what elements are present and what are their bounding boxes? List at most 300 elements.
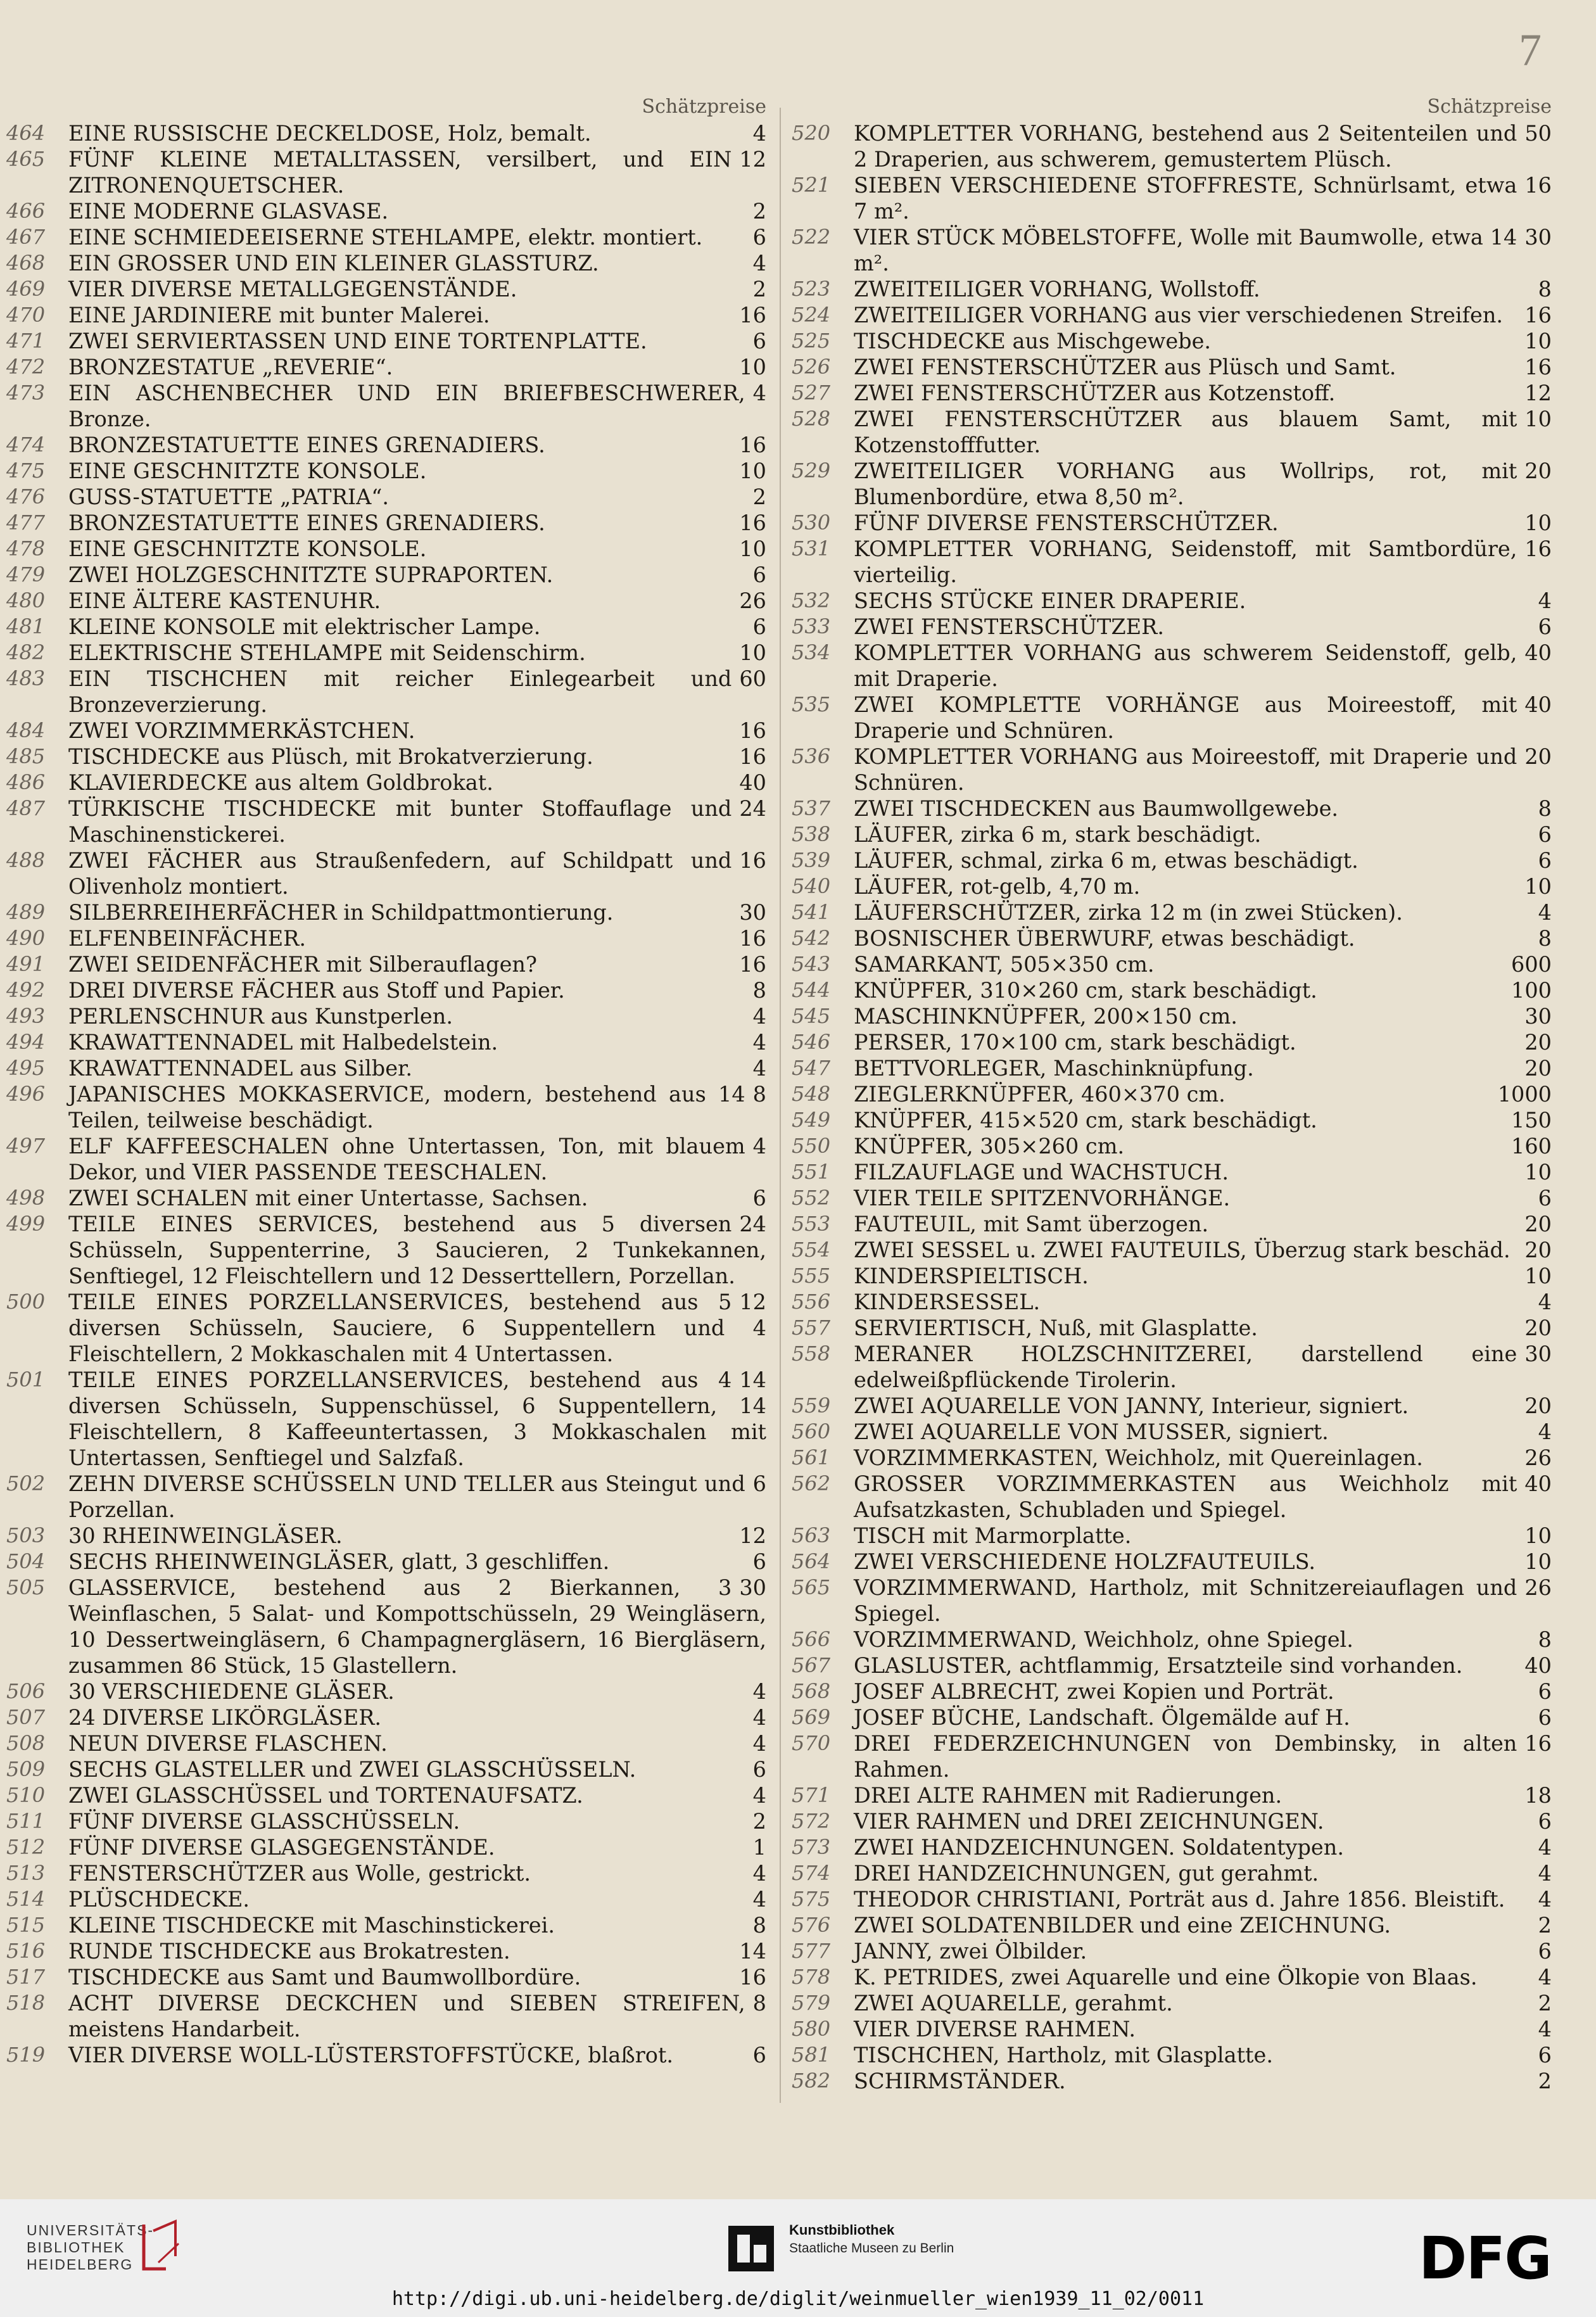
lot-description: FILZAUFLAGE und WACHSTUCH.: [854, 1160, 1229, 1184]
lot-description-block: [68, 562, 766, 588]
lot-description: GUSS-STATUETTE „PATRIA“.: [68, 485, 390, 509]
estimate-price: 12: [1524, 381, 1552, 405]
lot-number: 569: [792, 1705, 831, 1729]
catalog-entry: [792, 1263, 1552, 1289]
lot-number: 512: [6, 1835, 46, 1859]
catalog-entry: [792, 1185, 1552, 1211]
lot-description: DREI FEDERZEICHNUNGEN von Dembinsky, in alten Rahmen.: [854, 1731, 1517, 1782]
lot-description-block: [854, 1912, 1552, 1938]
catalog-entry: [792, 354, 1552, 380]
lot-description-block: [854, 1679, 1552, 1704]
lot-description-block: [854, 822, 1552, 847]
lot-number: 494: [6, 1030, 46, 1054]
estimate-price: 6: [752, 1757, 766, 1782]
lot-description-block: [854, 510, 1552, 536]
lot-description-block: [68, 458, 766, 484]
catalog-entry: [6, 1133, 766, 1185]
catalog-entry: [792, 822, 1552, 847]
estimate-price: 26: [1524, 1445, 1552, 1470]
estimate-price: 10: [739, 459, 766, 483]
catalog-entry: [792, 1782, 1552, 1808]
lot-description-block: [854, 2016, 1552, 2042]
estimate-price: 2: [1538, 1991, 1552, 2015]
estimate-price: 8: [752, 1913, 766, 1938]
lot-number: 521: [792, 173, 831, 197]
lot-description-block: [854, 1990, 1552, 2016]
lot-description-block: [854, 1159, 1552, 1185]
catalog-entry: [792, 2016, 1552, 2042]
estimate-price: 12: [739, 1290, 766, 1314]
right-column: [792, 94, 1552, 2094]
lot-description: ZWEI SEIDENFÄCHER mit Silberauflagen?: [68, 952, 537, 977]
catalog-entry: [6, 977, 766, 1003]
lot-number: 482: [6, 640, 46, 664]
lot-description: KLAVIERDECKE aus altem Goldbrokat.: [68, 770, 493, 795]
lot-description: 24 DIVERSE LIKÖRGLÄSER.: [68, 1705, 382, 1730]
lot-description-block: [68, 536, 766, 562]
lot-description-block: [854, 328, 1552, 354]
lot-description: ZWEI VORZIMMERKÄSTCHEN.: [68, 718, 415, 743]
lot-description: ZWEI FENSTERSCHÜTZER aus Plüsch und Samt.: [854, 355, 1396, 379]
lot-description-block: [854, 1237, 1552, 1263]
estimate-price: 6: [1538, 1705, 1552, 1730]
lot-number: 503: [6, 1523, 46, 1547]
estimate-price: 60: [739, 666, 766, 691]
lot-description: VIER DIVERSE RAHMEN.: [854, 2017, 1136, 2041]
lot-description: ZWEI HANDZEICHNUNGEN. Soldatentypen.: [854, 1835, 1344, 1860]
lot-number: 544: [792, 978, 831, 1002]
lot-number: 531: [792, 536, 831, 561]
lot-description-block: [68, 1860, 766, 1886]
lot-number: 581: [792, 2043, 831, 2067]
lot-number: 478: [6, 536, 46, 561]
estimate-price: 4: [752, 381, 766, 405]
lot-description: GLASLUSTER, achtflammig, Ersatzteile sind vorhanden.: [854, 1653, 1463, 1678]
lot-number: 575: [792, 1887, 831, 1911]
estimate-price: 18: [1524, 1783, 1552, 1808]
lot-description-block: [854, 458, 1552, 510]
lot-description-block: [68, 847, 766, 899]
lot-description-block: [854, 1341, 1552, 1393]
lot-number: 550: [792, 1134, 831, 1158]
kunstbibliothek-subtitle: Staatliche Museen zu Berlin: [789, 2241, 954, 2256]
lot-description: KLEINE KONSOLE mit elektrischer Lampe.: [68, 614, 541, 639]
estimate-price: 10: [1524, 1549, 1552, 1574]
catalog-entry: [792, 925, 1552, 951]
lot-number: 507: [6, 1705, 46, 1729]
lot-number: 547: [792, 1056, 831, 1080]
estimate-price: 8: [752, 1991, 766, 2015]
catalog-entry: [792, 1627, 1552, 1653]
footer-bar: [0, 2199, 1596, 2317]
catalog-entry: [6, 1003, 766, 1029]
lot-description: 30 RHEINWEINGLÄSER.: [68, 1523, 343, 1548]
lot-description: ZWEI SERVIERTASSEN UND EINE TORTENPLATTE.: [68, 329, 647, 353]
estimate-price: 4: [752, 1705, 766, 1730]
lot-description: FENSTERSCHÜTZER aus Wolle, gestrickt.: [68, 1861, 531, 1886]
lot-description-block: [854, 1886, 1552, 1912]
catalog-entry: [6, 951, 766, 977]
lot-description: BRONZESTATUETTE EINES GRENADIERS.: [68, 511, 545, 535]
lot-number: 525: [792, 329, 831, 353]
lot-description: ZWEITEILIGER VORHANG aus Wollrips, rot, mit Blumenbordüre, etwa 8,50 m².: [854, 459, 1517, 509]
estimate-price: 8: [1538, 926, 1552, 951]
lot-description: FAUTEUIL, mit Samt überzogen.: [854, 1212, 1209, 1236]
university-library-logo[interactable]: [27, 2222, 154, 2273]
lot-description-block: [854, 925, 1552, 951]
lot-description: BOSNISCHER ÜBERWURF, etwas beschädigt.: [854, 926, 1355, 951]
catalog-entry: [792, 1653, 1552, 1679]
lot-number: 536: [792, 744, 831, 768]
lot-description-block: [68, 640, 766, 666]
estimate-price: 2: [1538, 2069, 1552, 2093]
lot-description: TISCHDECKE aus Samt und Baumwollbordüre.: [68, 1965, 581, 1990]
lot-number: 567: [792, 1653, 831, 1677]
catalog-entry: [792, 1055, 1552, 1081]
catalog-entry: [6, 796, 766, 847]
lot-number: 502: [6, 1471, 46, 1495]
catalog-entry: [6, 1367, 766, 1471]
estimate-price: 20: [1524, 1212, 1552, 1236]
catalog-entry: [792, 120, 1552, 172]
catalog-entry: [792, 1133, 1552, 1159]
lot-description: KRAWATTENNADEL aus Silber.: [68, 1056, 413, 1081]
lot-description-block: [68, 1756, 766, 1782]
catalog-entry: [792, 796, 1552, 822]
catalog-entry: [792, 1081, 1552, 1107]
lot-description-block: [68, 198, 766, 224]
estimate-price: 20: [1524, 1316, 1552, 1340]
lot-number: 574: [792, 1861, 831, 1885]
column-header: Schätzpreise: [1427, 96, 1552, 118]
lot-number: 532: [792, 588, 831, 613]
catalog-entry: [792, 1289, 1552, 1315]
lot-number: 534: [792, 640, 831, 664]
estimate-price: 2: [752, 199, 766, 224]
estimate-price: 24: [739, 1212, 766, 1236]
catalog-entry: [6, 458, 766, 484]
lot-description-block: [68, 380, 766, 432]
lot-description-block: [854, 951, 1552, 977]
lot-number: 557: [792, 1316, 831, 1340]
lot-description: SCHIRMSTÄNDER.: [854, 2069, 1066, 2093]
catalog-entry: [6, 1808, 766, 1834]
lot-description: EIN TISCHCHEN mit reicher Einlegearbeit und Bronzeverzierung.: [68, 666, 732, 717]
lot-number: 519: [6, 2043, 46, 2067]
estimate-price: 4: [752, 1056, 766, 1081]
lot-description-block: [68, 1367, 766, 1471]
lot-description-block: [854, 977, 1552, 1003]
estimate-price: 40: [1524, 1653, 1552, 1678]
lot-number: 533: [792, 614, 831, 638]
estimate-price: 4: [1538, 588, 1552, 613]
lot-description-block: [68, 614, 766, 640]
lot-number: 493: [6, 1004, 46, 1028]
estimate-price: 8: [752, 1082, 766, 1107]
lot-description-block: [68, 1938, 766, 1964]
lot-number: 551: [792, 1160, 831, 1184]
catalog-entry: [792, 1549, 1552, 1575]
lot-description-block: [854, 1938, 1552, 1964]
catalog-entry: [6, 224, 766, 250]
lot-description-block: [68, 1730, 766, 1756]
estimate-price: 10: [1524, 1264, 1552, 1288]
lot-description: EINE GESCHNITZTE KONSOLE.: [68, 459, 427, 483]
lot-number: 561: [792, 1445, 831, 1470]
lot-description: ZWEITEILIGER VORHANG, Wollstoff.: [854, 277, 1260, 302]
lot-description-block: [68, 354, 766, 380]
catalog-entry: [792, 1912, 1552, 1938]
lot-number: 579: [792, 1991, 831, 2015]
catalog-entry: [6, 1834, 766, 1860]
estimate-price: 10: [1524, 1523, 1552, 1548]
lot-description: VIER DIVERSE WOLL-LÜSTERSTOFFSTÜCKE, blaßrot.: [68, 2043, 674, 2067]
lot-number: 506: [6, 1679, 46, 1703]
catalog-entry: [6, 1575, 766, 1679]
lot-number: 470: [6, 303, 46, 327]
estimate-price: 4: [1538, 1419, 1552, 1444]
lot-description-block: [68, 1912, 766, 1938]
lot-number: 555: [792, 1264, 831, 1288]
uni-logo-line: HEIDELBERG: [27, 2256, 134, 2273]
estimate-price: 6: [752, 329, 766, 353]
lot-description-block: [68, 302, 766, 328]
catalog-entry: [6, 2042, 766, 2068]
catalog-entry: [6, 484, 766, 510]
lot-description-block: [68, 796, 766, 847]
lot-description-block: [854, 224, 1552, 276]
lot-description: LÄUFER, zirka 6 m, stark beschädigt.: [854, 822, 1262, 847]
catalog-entry: [792, 1964, 1552, 1990]
lot-description-block: [68, 1133, 766, 1185]
lot-description: THEODOR CHRISTIANI, Porträt aus d. Jahre 1856. Bleistift.: [854, 1887, 1505, 1912]
lot-description-block: [854, 796, 1552, 822]
lot-description: TÜRKISCHE TISCHDECKE mit bunter Stoffauflage und Maschinenstickerei.: [68, 796, 732, 847]
catalog-entry: [6, 1912, 766, 1938]
lot-description: VORZIMMERWAND, Hartholz, mit Schnitzereiauflagen und Spiegel.: [854, 1575, 1517, 1626]
catalog-entry: [792, 692, 1552, 744]
lot-description-block: [68, 1081, 766, 1133]
lot-number: 474: [6, 433, 46, 457]
catalog-entry: [6, 1081, 766, 1133]
lot-number: 504: [6, 1549, 46, 1573]
catalog-entry: [6, 354, 766, 380]
lot-description: SECHS STÜCKE EINER DRAPERIE.: [854, 588, 1246, 613]
estimate-price: 6: [1538, 2043, 1552, 2067]
lot-description: KLEINE TISCHDECKE mit Maschinstickerei.: [68, 1913, 555, 1938]
catalog-entry: [6, 562, 766, 588]
lot-description: KOMPLETTER VORHANG aus schwerem Seidenstoff, gelb, mit Draperie.: [854, 640, 1517, 691]
lot-number: 572: [792, 1809, 831, 1833]
lot-description: ZWEI KOMPLETTE VORHÄNGE aus Moireestoff, mit Draperie und Schnüren.: [854, 692, 1517, 743]
estimate-price: 4: [752, 1679, 766, 1704]
lot-description: ACHT DIVERSE DECKCHEN und SIEBEN STREIFEN, meistens Handarbeit.: [68, 1991, 745, 2041]
lot-description: PLÜSCHDECKE.: [68, 1887, 250, 1912]
catalog-entry: [792, 536, 1552, 588]
lot-number: 509: [6, 1757, 46, 1781]
estimate-price: 4: [1538, 1887, 1552, 1912]
estimate-price: 16: [739, 303, 766, 327]
estimate-price: 6: [1538, 614, 1552, 639]
lot-number: 539: [792, 848, 831, 872]
catalog-entry: [6, 1185, 766, 1211]
lot-description-block: [68, 1549, 766, 1575]
lot-description: FÜNF DIVERSE GLASSCHÜSSELN.: [68, 1809, 460, 1834]
estimate-price: 20: [1524, 1056, 1552, 1081]
lot-number: 554: [792, 1238, 831, 1262]
lot-description: RUNDE TISCHDECKE aus Brokatresten.: [68, 1939, 510, 1964]
lot-description-block: [854, 899, 1552, 925]
lot-description-block: [854, 276, 1552, 302]
lot-description-block: [854, 1133, 1552, 1159]
estimate-price: 160: [1511, 1134, 1552, 1158]
lot-number: 523: [792, 277, 831, 301]
lot-description: VIER DIVERSE METALLGEGENSTÄNDE.: [68, 277, 517, 302]
catalog-entry: [792, 873, 1552, 899]
lot-description-block: [68, 1886, 766, 1912]
estimate-price: 2: [752, 485, 766, 509]
estimate-price: 1: [752, 1835, 766, 1860]
lot-description-block: [854, 744, 1552, 796]
lot-description: KOMPLETTER VORHANG, bestehend aus 2 Seitenteilen und 2 Draperien, aus schwerem, gemustertem Plüsch.: [854, 121, 1517, 172]
lot-description-block: [68, 1964, 766, 1990]
source-url[interactable]: http://digi.ub.uni-heidelberg.de/diglit/weinmueller_wien1939_11_02/0011: [391, 2288, 1205, 2310]
lot-description: VORZIMMERWAND, Weichholz, ohne Spiegel.: [854, 1627, 1353, 1652]
catalog-entry: [792, 1471, 1552, 1523]
estimate-price: 4: [752, 1887, 766, 1912]
lot-description: KOMPLETTER VORHANG, Seidenstoff, mit Samtbordüre, vierteilig.: [854, 536, 1517, 587]
lot-description-block: [854, 1289, 1552, 1315]
catalog-entry: [6, 1289, 766, 1367]
estimate-price: 10: [1524, 407, 1552, 431]
estimate-price: 30: [1524, 1342, 1552, 1366]
catalog-entry: [792, 1107, 1552, 1133]
catalog-entry: [792, 1445, 1552, 1471]
lot-description: BRONZESTATUE „REVERIE“.: [68, 355, 393, 379]
lot-description-block: [854, 1315, 1552, 1341]
lot-description: K. PETRIDES, zwei Aquarelle und eine Ölkopie von Blaas.: [854, 1965, 1478, 1990]
catalog-entry: [6, 1523, 766, 1549]
estimate-price: 16: [1524, 355, 1552, 379]
lot-description: ZWEI SOLDATENBILDER und eine ZEICHNUNG.: [854, 1913, 1391, 1938]
estimate-price: 1000: [1497, 1082, 1552, 1107]
catalog-entry: [792, 744, 1552, 796]
catalog-entry: [792, 1003, 1552, 1029]
lot-description-block: [68, 1055, 766, 1081]
lot-number: 580: [792, 2017, 831, 2041]
lot-description: EINE JARDINIERE mit bunter Malerei.: [68, 303, 490, 327]
estimate-price: 16: [1524, 1731, 1552, 1756]
lot-description: LÄUFER, rot-gelb, 4,70 m.: [854, 874, 1141, 899]
lot-description: EINE RUSSISCHE DECKELDOSE, Holz, bemalt.: [68, 121, 592, 146]
estimate-price: 6: [1538, 1679, 1552, 1704]
catalog-entry: [6, 614, 766, 640]
estimate-price: 4: [752, 1783, 766, 1808]
dfg-logo[interactable]: DFG: [1419, 2225, 1551, 2292]
lot-description-block: [854, 1704, 1552, 1730]
catalog-entry: [792, 172, 1552, 224]
lot-description: DREI HANDZEICHNUNGEN, gut gerahmt.: [854, 1861, 1319, 1886]
lot-description: TISCHDECKE aus Plüsch, mit Brokatverzierung.: [68, 744, 593, 769]
lot-number: 468: [6, 251, 46, 275]
lot-description: TISCH mit Marmorplatte.: [854, 1523, 1132, 1548]
lot-description-block: [68, 588, 766, 614]
lot-description-block: [854, 2042, 1552, 2068]
kunstbibliothek-icon: [728, 2226, 774, 2271]
estimate-price: 16: [739, 433, 766, 457]
catalog-entry: [792, 847, 1552, 873]
estimate-price: 50: [1524, 121, 1552, 146]
lot-description: ZWEI HOLZGESCHNITZTE SUPRAPORTEN.: [68, 562, 554, 587]
lot-description: ZWEITEILIGER VORHANG aus vier verschiedenen Streifen.: [854, 303, 1504, 327]
lot-description: KOMPLETTER VORHANG aus Moireestoff, mit Draperie und Schnüren.: [854, 744, 1517, 795]
lot-description-block: [854, 2068, 1552, 2094]
lot-description-block: [854, 1523, 1552, 1549]
lot-description: ZWEI FÄCHER aus Straußenfedern, auf Schildpatt und Olivenholz montiert.: [68, 848, 732, 899]
estimate-price: 16: [739, 718, 766, 743]
lot-description-block: [854, 1393, 1552, 1419]
lot-description: EIN ASCHENBECHER UND EIN BRIEFBESCHWERER, Bronze.: [68, 381, 745, 431]
lot-description-block: [854, 1211, 1552, 1237]
lot-number: 529: [792, 459, 831, 483]
lot-number: 476: [6, 485, 46, 509]
estimate-price: 40: [739, 770, 766, 795]
estimate-price: 30: [1524, 225, 1552, 250]
left-column: [6, 94, 766, 2068]
lot-number: 513: [6, 1861, 46, 1885]
lot-description: KNÜPFER, 305×260 cm.: [854, 1134, 1125, 1158]
lot-description-block: [68, 1990, 766, 2042]
lot-description: SECHS RHEINWEINGLÄSER, glatt, 3 geschliffen.: [68, 1549, 610, 1574]
estimate-price: 10: [1524, 511, 1552, 535]
catalog-entry: [792, 1523, 1552, 1549]
estimate-price: 30: [739, 1575, 766, 1600]
lot-number: 467: [6, 225, 46, 249]
catalog-entry: [6, 1990, 766, 2042]
estimate-price: 6: [1538, 822, 1552, 847]
catalog-entry: [6, 276, 766, 302]
catalog-entry: [792, 328, 1552, 354]
lot-description: ZWEI SCHALEN mit einer Untertasse, Sachsen.: [68, 1186, 588, 1210]
estimate-price: 30: [739, 900, 766, 925]
lot-description-block: [854, 1730, 1552, 1782]
lot-description: GLASSERVICE, bestehend aus 2 Bierkannen, 3 Weinflaschen, 5 Salat- und Kompottschüsseln, 29 Weingläsern, 10 Dessertweingläsern, 6 Champagnergläsern, 16 Biergläsern, zusammen 86 Stück, 15 Glastellern.: [68, 1575, 766, 1678]
catalog-entry: [6, 1886, 766, 1912]
estimate-price: 30: [1524, 1004, 1552, 1029]
lot-description-block: [68, 484, 766, 510]
estimate-price: 4: [752, 1861, 766, 1886]
right-entry-list: [792, 120, 1552, 2094]
lot-number: 526: [792, 355, 831, 379]
lot-description-block: [854, 1003, 1552, 1029]
lot-number: 500: [6, 1290, 46, 1314]
lot-number: 535: [792, 692, 831, 716]
lot-number: 549: [792, 1108, 831, 1132]
catalog-entry: [792, 2042, 1552, 2068]
catalog-entry: [792, 1419, 1552, 1445]
catalog-entry: [6, 1055, 766, 1081]
lot-description-block: [854, 1860, 1552, 1886]
lot-description-block: [68, 718, 766, 744]
lot-number: 559: [792, 1393, 831, 1418]
lot-description-block: [68, 977, 766, 1003]
catalog-entry: [6, 899, 766, 925]
estimate-price: 16: [739, 744, 766, 769]
catalog-entry: [792, 1834, 1552, 1860]
lot-number: 471: [6, 329, 46, 353]
catalog-entry: [792, 1704, 1552, 1730]
lot-description: JOSEF ALBRECHT, zwei Kopien und Porträt.: [854, 1679, 1334, 1704]
